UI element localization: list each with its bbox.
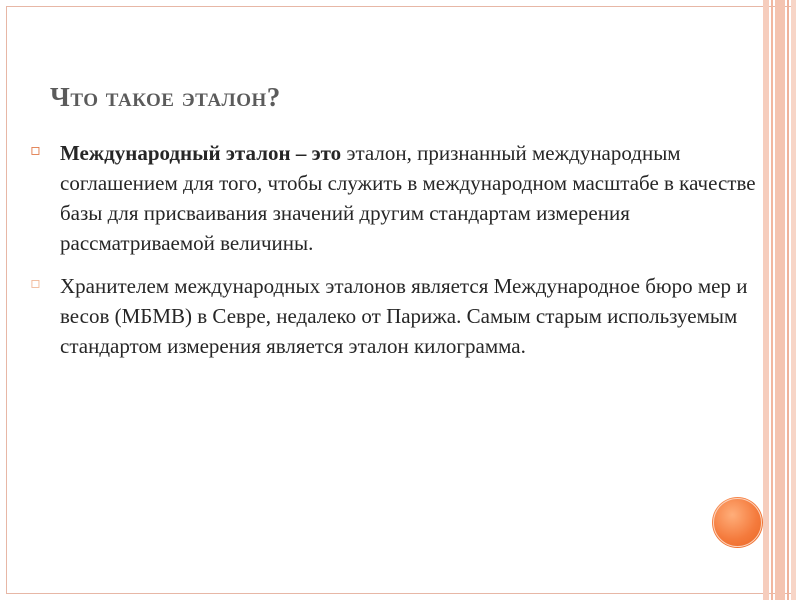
bullet-square-icon: ▫ [30, 140, 41, 159]
orange-circle-ring [713, 498, 762, 547]
slide-title: Что такое эталон? [50, 82, 281, 112]
decor-stripe [771, 0, 773, 600]
bullet-item [30, 271, 765, 361]
bullet-text: эталон, признанный международным соглашением для того, чтобы служить в международном масштабе в качестве базы для присваивания значений другим стандартам измерения рассматриваемой величины. [60, 141, 756, 255]
bullet-list [30, 138, 765, 374]
decor-stripe [787, 0, 789, 600]
bullet-item [30, 138, 765, 258]
bullet-term: Международный эталон – это [60, 141, 342, 165]
decor-stripe [791, 0, 796, 600]
bullet-square-icon: ▫ [30, 273, 41, 292]
decor-stripe [775, 0, 785, 600]
bullet-text: Хранителем международных эталонов является Международное бюро мер и весов (МБМВ) в Севре, недалеко от Парижа. Самым старым используемым стандартом измерения является эталон килограмма. [60, 274, 748, 358]
